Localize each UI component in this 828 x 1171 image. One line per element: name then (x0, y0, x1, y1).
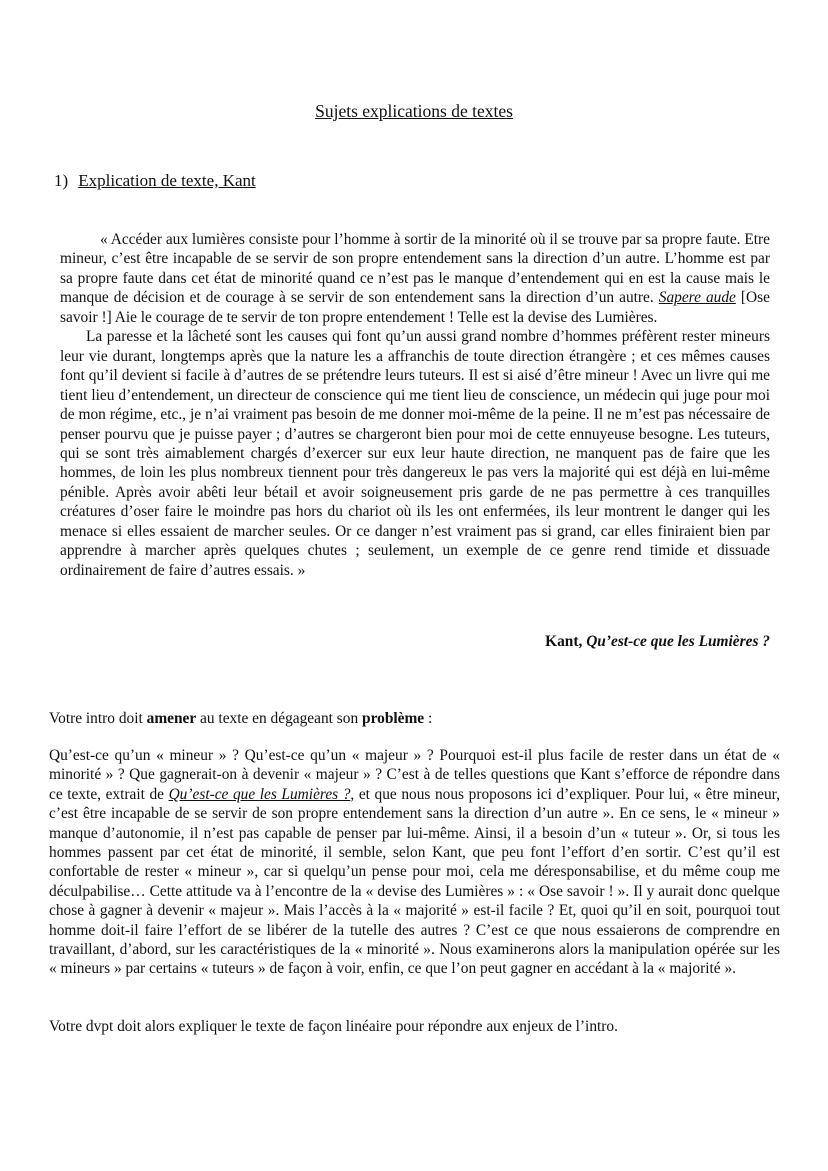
quote-attribution (545, 633, 770, 651)
intro-bold-probleme: problème (362, 710, 425, 727)
section-number: 1) (54, 171, 69, 190)
sample-introduction (49, 746, 780, 979)
analysis-text-2: , et que nous nous proposons ici d’expliquer. Pour lui, « être mineur, c’est être incapable de se servir de son propre entendement sans la direction d’un autre ». En ce sens, le « mineur » manque d’autonomie, il n’est pas capable de penser par lui-même. Ainsi, il a besoin d’un « tuteur ». Or, si tous les hommes passent par cet état de minorité, il semble, selon Kant, que peu font l’effort d’en sortir. C’est qu’il est confortable de rester « mineur », car si quelqu’un pense pour moi, cela me déresponsabilise, et du même coup me déculpabilise… Cette attitude va à l’encontre de la « devise des Lumières » : « Ose savoir ! ». Il y aurait donc quelque chose à gagner à devenir « majeur ». Mais l’accès à la « majorité » est-il facile ? Et, quoi qu’il en soit, pourquoi tout homme doit-il faire l’effort de se libérer de la tutelle des autres ? C’est ce que nous essaierons de comprendre en travaillant, d’abord, sur les caractéristiques de la « minorité ». Nous examinerons alors la manipulation opérée sur les « mineurs » par certains « tuteurs » de façon à voir, enfin, ce que l’on peut gagner en accédant à la « majorité ». (49, 785, 780, 978)
attribution-author: Kant, (545, 633, 587, 650)
kant-quote (60, 230, 770, 580)
intro-text-1: Votre intro doit (49, 710, 147, 727)
analysis-text-1: Qu’est-ce qu’un « mineur » ? Qu’est-ce qu’un « majeur » ? Pourquoi est-il plus facile de rester dans un état de « minorité » ? Que gagnerait-on à devenir « majeur » ? C’est à de telles questions que Kant s’efforce de répondre dans ce texte, extrait de (49, 747, 780, 803)
closing-instruction: Votre dvpt doit alors expliquer le texte de façon linéaire pour répondre aux enjeux de l’intro. (49, 1018, 618, 1035)
intro-text-3: : (424, 710, 433, 727)
page-title: Sujets explications de textes (315, 101, 513, 121)
quote-p1-text: « Accéder aux lumières consiste pour l’homme à sortir de la minorité où il se trouve par sa propre faute. Etre mineur, c’est être incapable de se servir de son propre entendement sans la direction d’un autre. L’homme est par sa propre faute dans cet état de minorité quand ce n’est pas le manque d’entendement qui en est la cause mais le manque de décision et de courage à se servir de son entendement sans la direction d’un autre. (60, 231, 770, 307)
intro-instruction (49, 710, 779, 728)
quote-motto: Sapere aude (658, 289, 736, 307)
section-heading (54, 171, 256, 191)
quote-p1-text-end: [Ose savoir !] Aie le courage de te servir de ton propre entendement ! Telle est la devise des Lumières. (60, 289, 770, 326)
quote-paragraph-2: La paresse et la lâcheté sont les causes qui font qu’un aussi grand nombre d’hommes préfèrent rester mineurs leur vie durant, longtemps après que la nature les a affranchis de toute direction étrangère ; et ces mêmes causes font qu’il devient si facile à d’autres de se prétendre leurs tuteurs. Il est si aisé d’être mineur ! Avec un livre qui me tient lieu d’entendement, un directeur de conscience qui me tient lieu de conscience, un médecin qui juge pour moi de mon régime, etc., je n’ai vraiment pas besoin de me donner moi-même de la peine. Il ne m’est pas nécessaire de penser pourvu que je puisse payer ; d’autres se chargeront bien pour moi de cette ennuyeuse besogne. Les tuteurs, qui se sont très aimablement chargés d’exercer sur eux leur haute direction, ne manquent pas de faire que les hommes, de loin les plus nombreux tiennent pour très dangereux le pas vers la majorité qui est déjà en lui-même pénible. Après avoir abêti leur bétail et avoir soigneusement pris garde de ne pas permettre à ces tranquilles créatures d’oser faire le moindre pas hors du chariot où ils les ont enfermées, ils leur montrent le danger qui les menace si elles essaient de marcher seules. Or ce danger n’est vraiment pas si grand, car elles finiraient bien par apprendre à marcher après quelques chutes ; seulement, un exemple de ce genre rend timide et dissuade ordinairement de faire d’autres essais. » (60, 328, 770, 579)
analysis-work-title: Qu’est-ce que les Lumières ? (168, 785, 351, 803)
intro-text-2: au texte en dégageant son (196, 710, 363, 727)
quote-paragraph-1 (60, 230, 770, 327)
section-heading-text: Explication de texte, Kant (78, 171, 256, 190)
attribution-work: Qu’est-ce que les Lumières ? (586, 633, 770, 650)
intro-bold-amener: amener (146, 710, 197, 727)
